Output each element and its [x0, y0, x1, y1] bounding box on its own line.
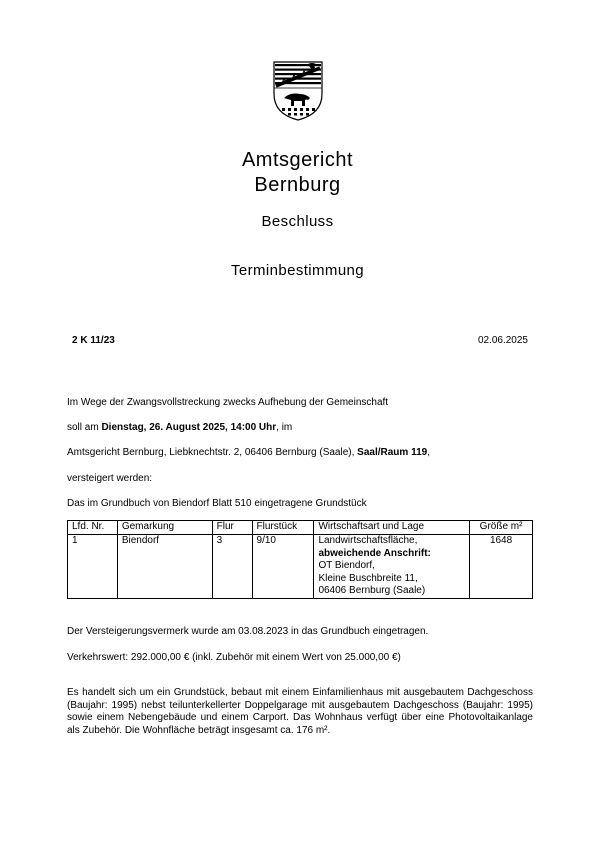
location-address: Amtsgericht Bernburg, Liebknechtstr. 2, 06406 Bernburg (Saale),: [67, 447, 358, 458]
location-room: Saal/Raum 119: [357, 447, 428, 458]
document-type-heading: Beschluss: [261, 213, 334, 230]
cell-size: 1648: [470, 535, 533, 599]
appointment-paragraph: [67, 421, 533, 434]
description-paragraph: Es handelt sich um ein Grundstück, bebaut mit einem Einfamilienhaus mit ausgebautem Dachgeschoss (Baujahr: 1995) nebst teilunterkellerter Doppelgarage mit ausgebautem Dachgeschoss (Baujahr: 1995) sowie einem Nebengebäude und einem Carport. Das Wohnhaus verfügt über eine Photovoltaikanlage als Zubehör. Die Wohnfläche beträgt insgesamt ca. 176 m².: [67, 687, 533, 736]
cell-number: 1: [68, 535, 118, 599]
property-intro-paragraph: Das im Grundbuch von Biendorf Blatt 510 eingetragene Grundstück: [67, 498, 367, 509]
address-line: 06406 Bernburg (Saale): [318, 585, 426, 596]
auction-paragraph: versteigert werden:: [67, 473, 153, 484]
different-address-label: abweichende Anschrift:: [318, 547, 431, 559]
property-table: [67, 520, 533, 599]
location-suffix: ,: [427, 447, 430, 458]
table-header-cell: Größe m²: [470, 521, 533, 535]
address-line: OT Biendorf,: [318, 560, 375, 571]
table-header-cell: Flurstück: [252, 521, 314, 535]
case-reference: 2 K 11/23: [72, 335, 115, 346]
cell-wirtschaftsart: [314, 535, 470, 599]
court-name-line1: Amtsgericht: [241, 149, 354, 171]
location-paragraph: [67, 446, 533, 459]
address-line: Kleine Buschbreite 11,: [318, 572, 418, 584]
usage-type: Landwirtschaftsfläche,: [318, 535, 418, 546]
appointment-prefix: soll am: [67, 422, 102, 433]
coat-of-arms-emblem: [272, 58, 324, 122]
table-header-row: [68, 521, 533, 535]
table-header-cell: Gemarkung: [117, 521, 212, 535]
court-name: [0, 148, 595, 198]
cell-flurstueck: 9/10: [252, 535, 314, 599]
table-row: [68, 535, 533, 599]
table-header-cell: Flur: [212, 521, 252, 535]
appointment-suffix: , im: [276, 422, 293, 433]
subject-heading: Terminbestimmung: [230, 262, 365, 279]
cell-gemarkung: Biendorf: [117, 535, 212, 599]
table-header-cell: Lfd. Nr.: [68, 521, 118, 535]
cell-flur: 3: [212, 535, 252, 599]
table-header-cell: Wirtschaftsart und Lage: [314, 521, 470, 535]
intro-paragraph: Im Wege der Zwangsvollstreckung zwecks Aufhebung der Gemeinschaft: [67, 397, 389, 408]
market-value-paragraph: Verkehrswert: 292.000,00 € (inkl. Zubehör mit einem Wert von 25.000,00 €): [67, 652, 401, 663]
document-date: 02.06.2025: [477, 335, 528, 346]
court-name-line2: Bernburg: [254, 174, 341, 196]
vermerk-paragraph: Der Versteigerungsvermerk wurde am 03.08.2023 in das Grundbuch eingetragen.: [67, 626, 429, 637]
appointment-date: Dienstag, 26. August 2025, 14:00 Uhr: [101, 422, 277, 433]
